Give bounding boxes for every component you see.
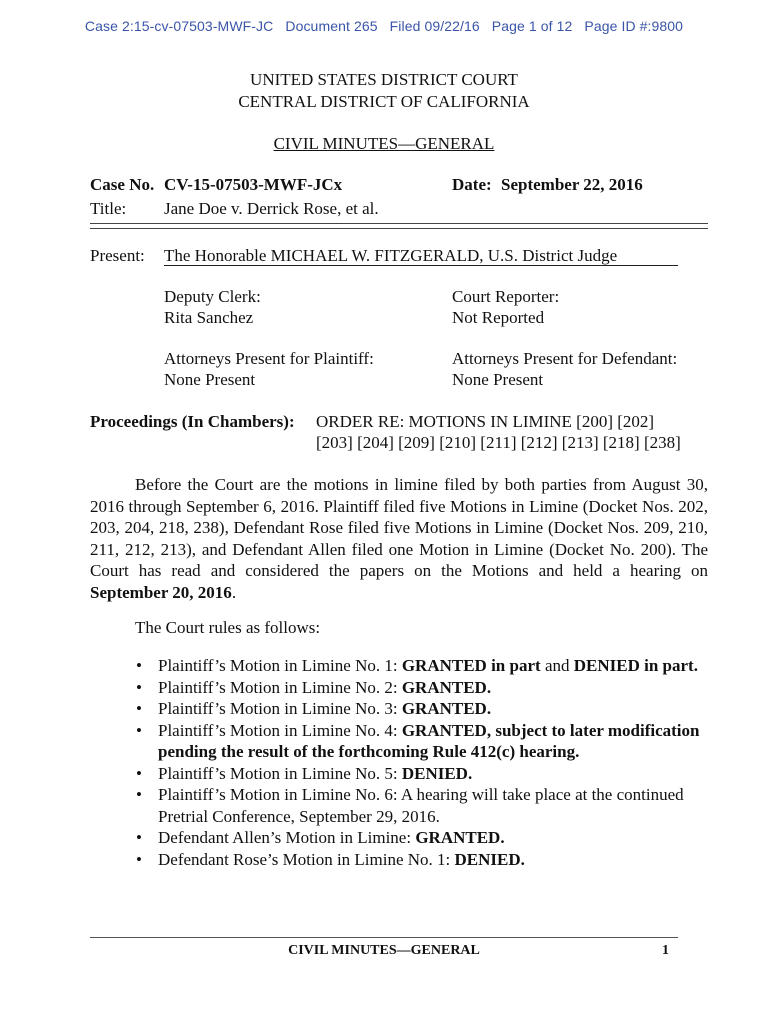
ruling-outcome: DENIED in part. <box>573 656 698 675</box>
present-label: Present: <box>90 246 145 265</box>
ruling-item <box>90 827 708 849</box>
bullet-icon: • <box>136 677 142 697</box>
stamp-case: Case 2:15-cv-07503-MWF-JC <box>84 18 274 34</box>
case-number: CV-15-07503-MWF-JCx <box>164 175 343 194</box>
footer-rule <box>90 937 678 938</box>
bullet-icon: • <box>136 785 142 804</box>
ruling-text: Plaintiff’s Motion in Limine No. 6: A hearing will take place at the continued Pretrial Conference, September 29, 2016. <box>158 785 684 826</box>
defendant-attorneys-value: None Present <box>452 370 544 389</box>
intro-paragraph <box>90 474 708 603</box>
court-reporter-label: Court Reporter: <box>452 287 560 306</box>
stamp-filed: Filed 09/22/16 <box>389 18 480 34</box>
section-divider <box>90 223 708 229</box>
ruling-text: Defendant Rose’s Motion in Limine No. 1: <box>158 849 455 869</box>
hearing-date: September 20, 2016 <box>90 582 232 602</box>
deputy-clerk-name: Rita Sanchez <box>164 308 254 327</box>
bullet-icon: • <box>136 828 142 847</box>
bullet-icon: • <box>136 699 142 718</box>
ruling-item <box>90 849 708 871</box>
stamp-page: Page 1 of 12 <box>491 18 573 34</box>
ruling-text: Plaintiff’s Motion in Limine No. 1: <box>158 656 402 675</box>
ruling-item <box>90 698 708 720</box>
judge-name: The Honorable MICHAEL W. FITZGERALD, U.S. District Judge <box>164 246 618 265</box>
ruling-text: Plaintiff’s Motion in Limine No. 5: <box>158 763 402 783</box>
title-label: Title: <box>90 199 127 218</box>
case-no-label: Case No. <box>90 175 155 194</box>
court-name: UNITED STATES DISTRICT COURT <box>250 70 518 89</box>
plaintiff-attorneys-value: None Present <box>164 370 256 389</box>
ruling-outcome: GRANTED, subject to later modification pending the result of the forthcoming Rule 412(c) hearing. <box>158 720 700 761</box>
defendant-attorneys-label: Attorneys Present for Defendant: <box>452 349 678 368</box>
ruling-item <box>90 655 708 677</box>
ruling-text: Plaintiff’s Motion in Limine No. 4: <box>158 720 402 740</box>
bullet-icon: • <box>136 849 142 869</box>
ruling-item <box>90 784 708 827</box>
rulings-list <box>90 655 708 870</box>
minutes-title-wrap <box>0 134 768 154</box>
bullet-icon: • <box>136 656 142 675</box>
ruling-outcome: GRANTED. <box>401 677 492 697</box>
footer-title: CIVIL MINUTES—GENERAL <box>288 943 480 958</box>
intro-text: Before the Court are the motions in limine filed by both parties from August 30, 2016 through September 6, 2016. Plaintiff filed five Motions in Limine (Docket Nos. 202, 203, 204, 218, 238), Defendant Rose filed five Motions in Limine (Docket Nos. 209, 210, 211, 212, 213), and Defendant Allen filed one Motion in Limine (Docket No. 200). The Court has read and considered the papers on the Motions and held a hearing on <box>90 475 708 580</box>
ruling-item <box>90 720 708 763</box>
bullet-icon: • <box>136 763 142 783</box>
proceedings-label: Proceedings (In Chambers): <box>90 412 295 431</box>
ruling-outcome: GRANTED in part <box>401 656 541 675</box>
ruling-item <box>90 763 708 785</box>
ruling-item <box>90 677 708 699</box>
filing-stamp <box>0 18 768 34</box>
stamp-page-id: Page ID #:9800 <box>584 18 684 34</box>
proceedings-line-2: [203] [204] [209] [210] [211] [212] [213] [218] [238] <box>316 433 681 452</box>
minutes-title: CIVIL MINUTES—GENERAL <box>273 134 495 153</box>
bullet-icon: • <box>136 720 142 740</box>
ruling-outcome: GRANTED. <box>415 828 505 847</box>
ruling-text: Plaintiff’s Motion in Limine No. 3: <box>158 699 402 718</box>
court-district: CENTRAL DISTRICT OF CALIFORNIA <box>238 92 530 111</box>
deputy-clerk-label: Deputy Clerk: <box>164 287 261 306</box>
ruling-outcome: DENIED. <box>454 849 525 869</box>
ruling-text: Defendant Allen’s Motion in Limine: <box>158 828 416 847</box>
judge-line <box>164 246 678 266</box>
rules-intro: The Court rules as follows: <box>135 618 321 637</box>
date-label: Date: <box>452 175 492 194</box>
ruling-text: and <box>540 656 574 675</box>
proceedings-line-1: ORDER RE: MOTIONS IN LIMINE [200] [202] <box>316 412 655 431</box>
ruling-outcome: DENIED. <box>401 763 473 783</box>
court-reporter-value: Not Reported <box>452 308 545 327</box>
date-value: September 22, 2016 <box>501 175 643 194</box>
plaintiff-attorneys-label: Attorneys Present for Plaintiff: <box>164 349 374 368</box>
ruling-text: Plaintiff’s Motion in Limine No. 2: <box>158 677 402 697</box>
case-title: Jane Doe v. Derrick Rose, et al. <box>164 199 379 218</box>
intro-end: . <box>231 582 237 602</box>
stamp-document: Document 265 <box>285 18 378 34</box>
footer-page-number: 1 <box>662 943 669 958</box>
ruling-outcome: GRANTED. <box>401 699 492 718</box>
